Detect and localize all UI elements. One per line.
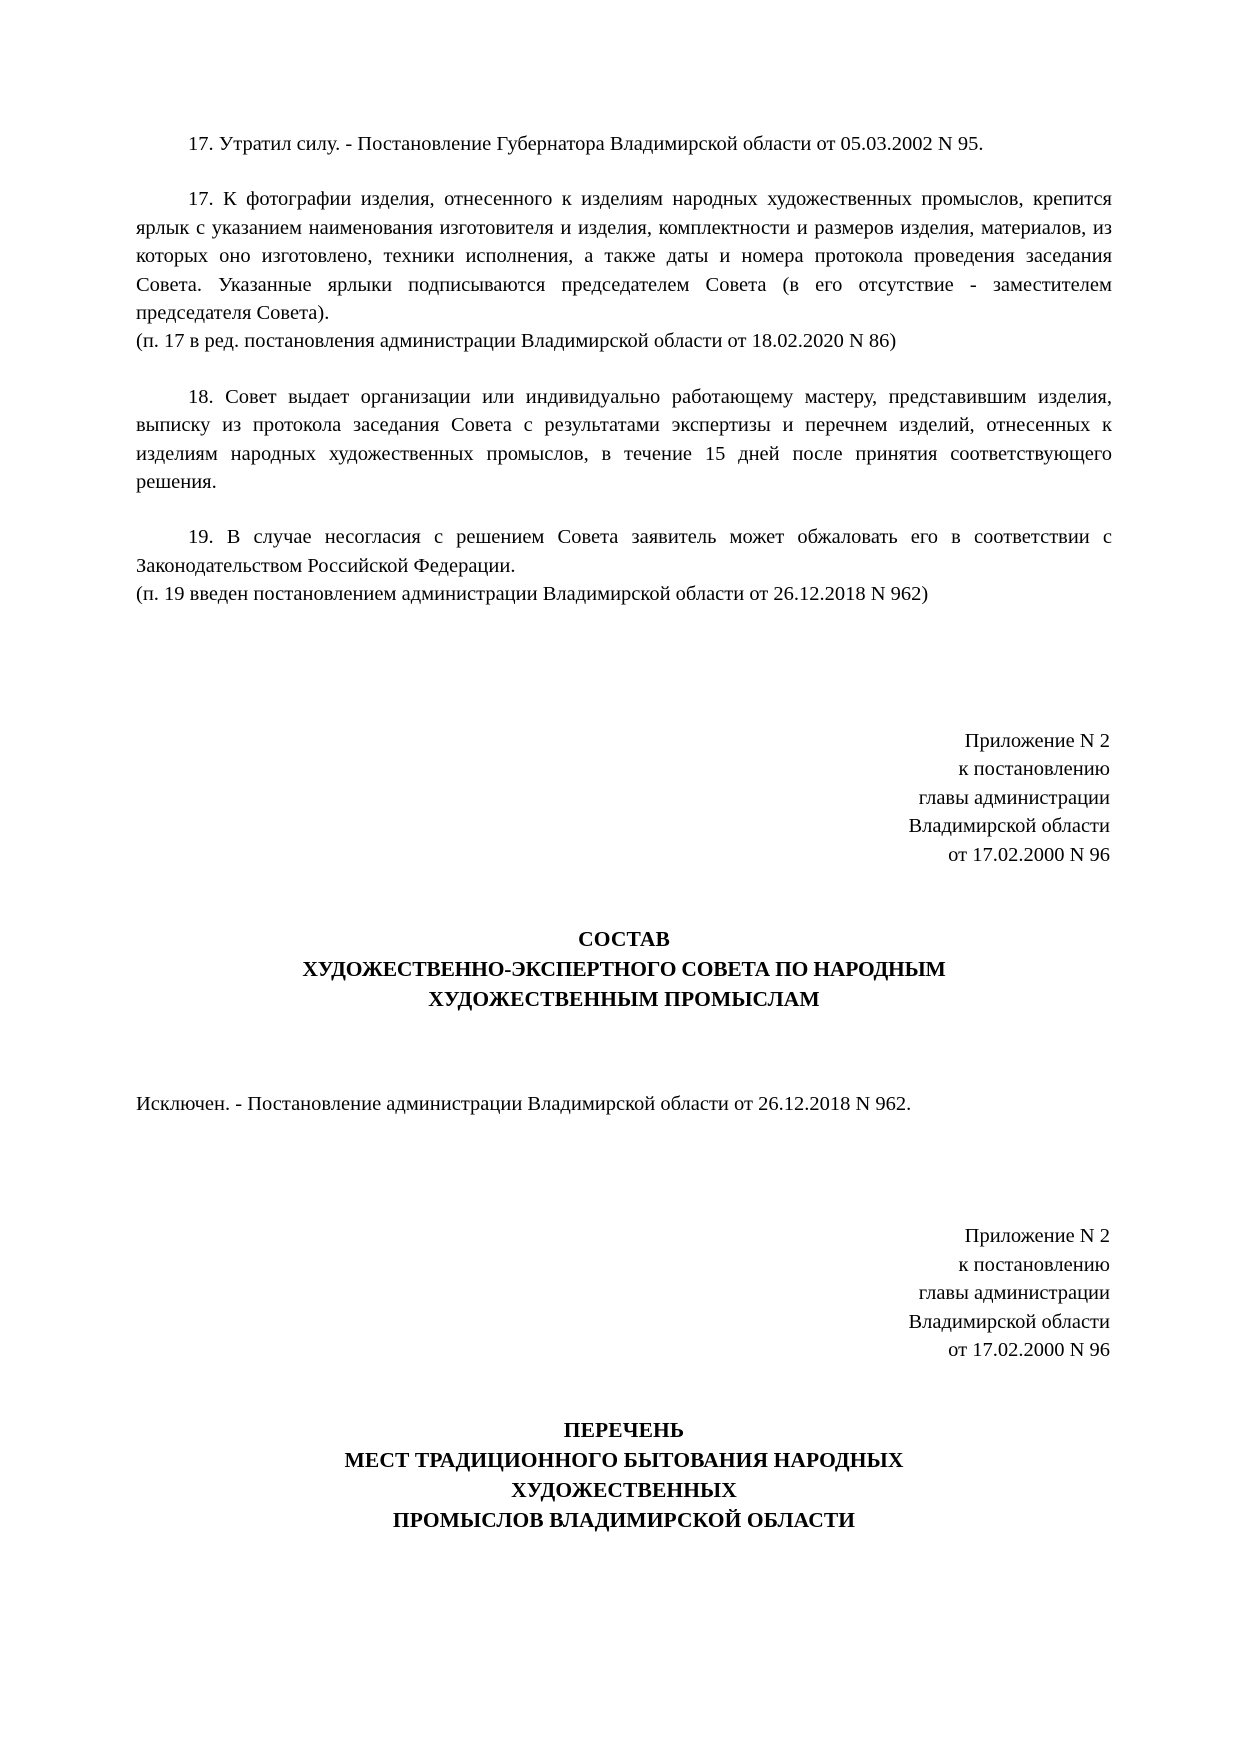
section-spacer — [136, 870, 1112, 924]
heading-perechen-line-4: ПРОМЫСЛОВ ВЛАДИМИРСКОЙ ОБЛАСТИ — [392, 1508, 856, 1533]
appendix-date-2: от 17.02.2000 N 96 — [948, 1339, 1110, 1362]
heading-perechen-line-1: ПЕРЕЧЕНЬ — [563, 1418, 685, 1443]
appendix-authority-2: главы администрации — [918, 1282, 1110, 1305]
heading-perechen — [136, 1415, 1112, 1535]
appendix-region-1: Владимирской области — [908, 815, 1110, 838]
excluded-note: Исключен. - Постановление администрации Владимирской области от 26.12.2018 N 962. — [136, 1092, 912, 1115]
section-spacer — [136, 1014, 1112, 1090]
appendix-decree-2: к постановлению — [958, 1253, 1110, 1276]
appendix-authority-1: главы администрации — [918, 786, 1110, 809]
heading-sostav-line-2: ХУДОЖЕСТВЕННО-ЭКСПЕРТНОГО СОВЕТА ПО НАРОДНЫМ — [302, 956, 946, 981]
heading-perechen-line-3: ХУДОЖЕСТВЕННЫХ — [511, 1478, 737, 1503]
heading-perechen-line-2: МЕСТ ТРАДИЦИОННОГО БЫТОВАНИЯ НАРОДНЫХ — [344, 1448, 904, 1473]
appendix-number-2: Приложение N 2 — [964, 1225, 1110, 1248]
appendix-reference-block-2 — [136, 1222, 1112, 1365]
paragraph-19: 19. В случае несогласия с решением Совета заявитель может обжаловать его в соответствии с Законодательством Российской Федерации. — [136, 526, 1112, 577]
appendix-decree-1: к постановлению — [958, 758, 1110, 781]
section-spacer — [136, 1365, 1112, 1415]
heading-sostav-line-1: СОСТАВ — [578, 926, 670, 951]
appendix-reference-block-1 — [136, 727, 1112, 870]
paragraph-18: 18. Совет выдает организации или индивидуально работающему мастеру, представившим изделия, выписку из протокола заседания Совета с результатами экспертизы и перечнем изделий, отнесенных к изделиям народных художественных промыслов, в течение 15 дней после принятия соответствующего решения. — [136, 385, 1112, 494]
paragraph-17-label: 17. К фотографии изделия, отнесенного к изделиям народных художественных промыслов, крепится ярлык с указанием наименования изготовителя и изделия, комплектности и размеров изделия, материалов, из которых оно изготовлено, техники исполнения, а также даты и номера протокола проведения заседания Совета. Указанные ярлыки подписываются председателем Совета (в его отсутствие - заместителем председателя Совета). — [136, 188, 1112, 325]
heading-sostav — [136, 924, 1112, 1014]
appendix-date-1: от 17.02.2000 N 96 — [948, 844, 1110, 867]
appendix-number-1: Приложение N 2 — [964, 729, 1110, 752]
paragraph-17-amendment-note: (п. 17 в ред. постановления администрации Владимирской области от 18.02.2020 N 86) — [136, 330, 897, 353]
paragraph-17-repealed: 17. Утратил силу. - Постановление Губернатора Владимирской области от 05.03.2002 N 95. — [188, 133, 984, 155]
appendix-region-2: Владимирской области — [908, 1310, 1110, 1333]
section-spacer — [136, 1118, 1112, 1222]
section-spacer — [136, 609, 1112, 727]
heading-sostav-line-3: ХУДОЖЕСТВЕННЫМ ПРОМЫСЛАМ — [428, 986, 820, 1011]
paragraph-19-amendment-note: (п. 19 введен постановлением администрации Владимирской области от 26.12.2018 N 962) — [136, 583, 929, 606]
